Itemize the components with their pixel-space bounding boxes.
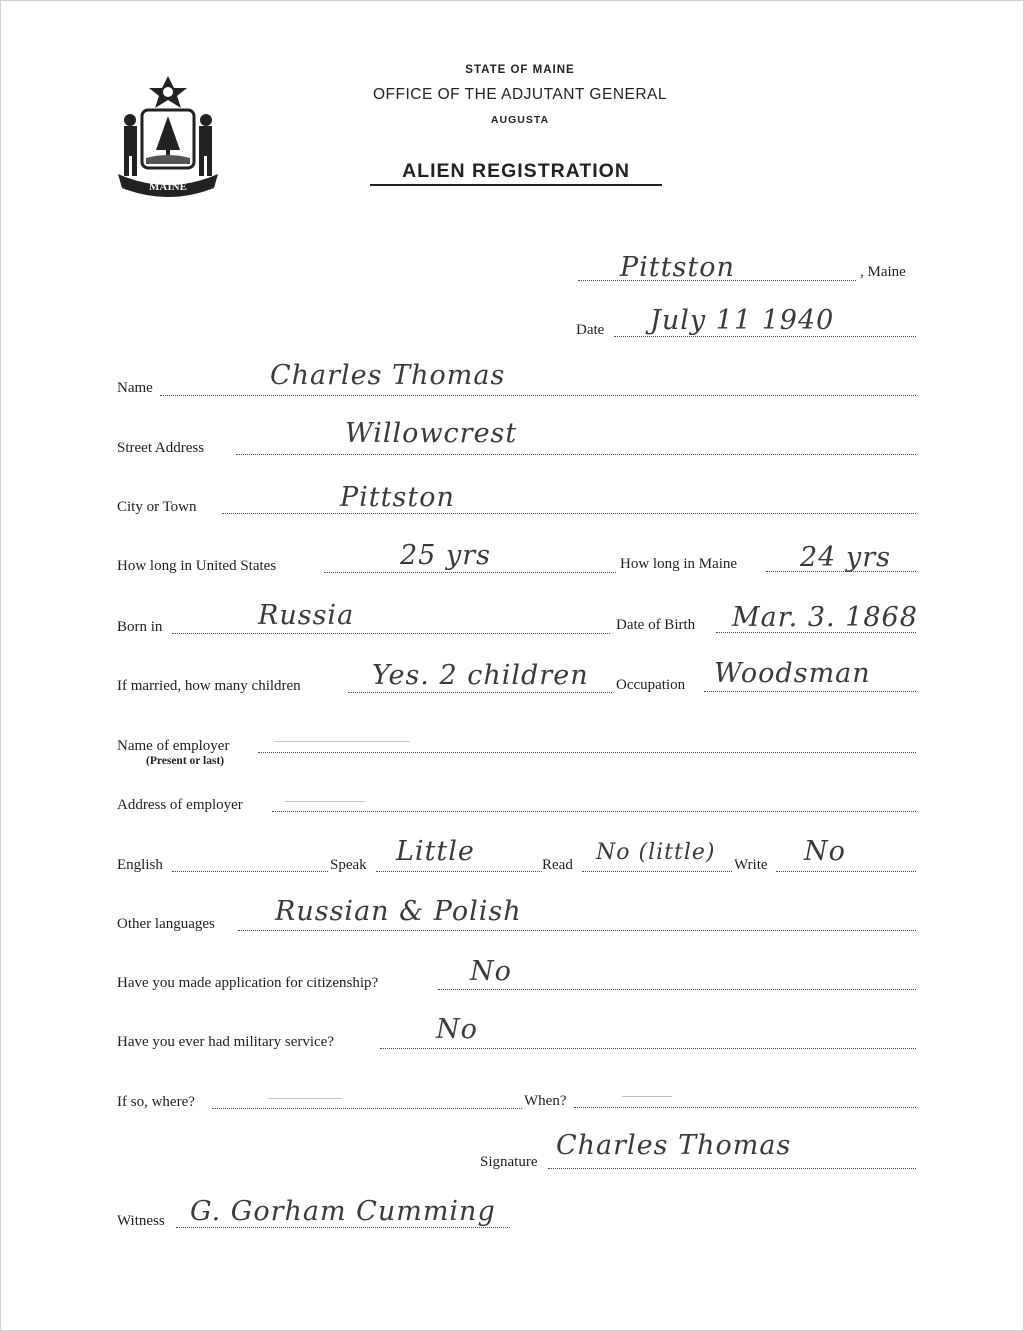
signature-label: Signature — [480, 1154, 538, 1170]
english-line — [172, 871, 328, 872]
if-so-where-label: If so, where? — [117, 1094, 195, 1110]
how-long-maine-value: 24 yrs — [800, 542, 891, 573]
other-languages-value: Russian & Polish — [275, 896, 522, 927]
citizenship-line — [438, 989, 916, 990]
street-address-value: Willowcrest — [345, 418, 518, 449]
how-long-maine-label: How long in Maine — [620, 556, 738, 572]
employer-name-line — [258, 752, 916, 753]
married-children-line — [348, 692, 612, 693]
married-children-value: Yes. 2 children — [372, 660, 589, 691]
witness-value: G. Gorham Cumming — [190, 1196, 496, 1227]
state-heading: STATE OF MAINE — [465, 64, 575, 76]
speak-value: Little — [396, 836, 475, 867]
city-or-town-value: Pittston — [340, 482, 455, 513]
when-label: When? — [524, 1093, 567, 1109]
how-long-us-label: How long in United States — [117, 558, 277, 574]
date-value: July 11 1940 — [650, 305, 835, 336]
born-in-label: Born in — [117, 619, 163, 635]
write-line — [776, 871, 916, 872]
employer-name-sublabel: (Present or last) — [146, 755, 225, 767]
date-of-birth-label: Date of Birth — [616, 617, 696, 633]
employer-address-label: Address of employer — [117, 797, 243, 813]
military-value: No — [436, 1014, 478, 1045]
employer-address-dash — [285, 801, 365, 802]
how-long-us-value: 25 yrs — [400, 540, 491, 571]
employer-name-label: Name of employer — [117, 738, 230, 754]
occupation-label: Occupation — [616, 677, 686, 693]
street-address-label: Street Address — [117, 440, 205, 456]
speak-line — [376, 871, 542, 872]
city-or-town-line — [222, 513, 916, 514]
place-suffix-label: , Maine — [860, 264, 906, 280]
other-languages-label: Other languages — [117, 916, 215, 932]
read-line — [582, 871, 732, 872]
name-line — [160, 395, 916, 396]
maine-state-seal — [112, 72, 224, 202]
occupation-line — [704, 691, 916, 692]
write-value: No — [804, 836, 846, 867]
when-dash — [622, 1096, 672, 1097]
born-in-value: Russia — [258, 600, 355, 631]
date-line — [614, 336, 916, 337]
if-so-where-line — [212, 1108, 522, 1109]
name-label: Name — [117, 380, 153, 396]
when-line — [574, 1107, 916, 1108]
married-children-label: If married, how many children — [117, 678, 301, 694]
city-heading: AUGUSTA — [490, 114, 550, 126]
city-or-town-label: City or Town — [117, 499, 197, 515]
born-in-line — [172, 633, 610, 634]
how-long-us-line — [324, 572, 616, 573]
employer-name-dash — [275, 741, 410, 742]
signature-line — [548, 1168, 916, 1169]
date-label: Date — [576, 322, 605, 338]
signature-value: Charles Thomas — [556, 1130, 792, 1161]
name-value: Charles Thomas — [270, 360, 506, 391]
military-line — [380, 1048, 916, 1049]
speak-label: Speak — [330, 857, 367, 873]
read-label: Read — [542, 857, 573, 873]
street-address-line — [236, 454, 916, 455]
occupation-value: Woodsman — [714, 658, 871, 689]
witness-line — [176, 1227, 510, 1228]
citizenship-label: Have you made application for citizenship? — [117, 975, 379, 991]
witness-label: Witness — [117, 1213, 165, 1229]
seal-text: MAINE — [149, 181, 187, 193]
employer-address-line — [272, 811, 916, 812]
other-languages-line — [238, 930, 916, 931]
citizenship-value: No — [470, 956, 512, 987]
write-label: Write — [734, 857, 768, 873]
military-label: Have you ever had military service? — [117, 1034, 334, 1050]
place-value: Pittston — [620, 252, 735, 283]
english-label: English — [117, 857, 163, 873]
date-of-birth-value: Mar. 3. 1868 — [732, 602, 918, 633]
office-heading: OFFICE OF THE ADJUTANT GENERAL — [372, 86, 668, 103]
form-title: ALIEN REGISTRATION — [370, 160, 662, 186]
if-so-where-dash — [268, 1098, 342, 1099]
read-value: No (little) — [596, 840, 716, 865]
